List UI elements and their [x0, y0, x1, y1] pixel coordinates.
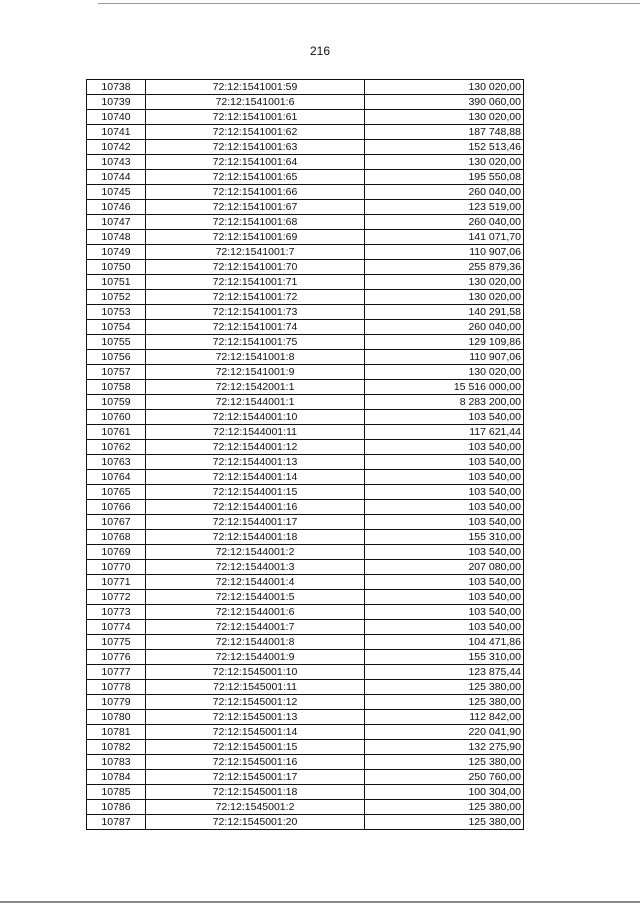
scan-top-edge	[98, 3, 640, 4]
cadastral-value-cell: 125 380,00	[365, 800, 524, 815]
cadastral-value-cell: 125 380,00	[365, 680, 524, 695]
row-number-cell: 10784	[87, 770, 146, 785]
table-row	[87, 275, 524, 290]
cadastral-number-cell: 72:12:1541001:66	[146, 185, 365, 200]
cadastral-number-cell: 72:12:1544001:10	[146, 410, 365, 425]
table-row	[87, 695, 524, 710]
cadastral-number-cell: 72:12:1544001:18	[146, 530, 365, 545]
table-row	[87, 635, 524, 650]
row-number-cell: 10747	[87, 215, 146, 230]
cadastral-value-cell: 207 080,00	[365, 560, 524, 575]
row-number-cell: 10764	[87, 470, 146, 485]
cadastral-number-cell: 72:12:1541001:9	[146, 365, 365, 380]
cadastral-number-cell: 72:12:1544001:1	[146, 395, 365, 410]
row-number-cell: 10743	[87, 155, 146, 170]
table-row	[87, 530, 524, 545]
cadastral-value-cell: 155 310,00	[365, 530, 524, 545]
cadastral-value-cell: 125 380,00	[365, 815, 524, 830]
row-number-cell: 10750	[87, 260, 146, 275]
cadastral-number-cell: 72:12:1544001:16	[146, 500, 365, 515]
cadastral-number-cell: 72:12:1541001:7	[146, 245, 365, 260]
table-row	[87, 515, 524, 530]
cadastral-number-cell: 72:12:1541001:63	[146, 140, 365, 155]
cadastral-number-cell: 72:12:1545001:16	[146, 755, 365, 770]
table-row	[87, 650, 524, 665]
row-number-cell: 10751	[87, 275, 146, 290]
table-row	[87, 545, 524, 560]
row-number-cell: 10769	[87, 545, 146, 560]
table-row	[87, 290, 524, 305]
table-row	[87, 410, 524, 425]
table-row	[87, 305, 524, 320]
cadastral-number-cell: 72:12:1544001:3	[146, 560, 365, 575]
table-row	[87, 395, 524, 410]
cadastral-value-cell: 100 304,00	[365, 785, 524, 800]
row-number-cell: 10759	[87, 395, 146, 410]
table-row	[87, 200, 524, 215]
row-number-cell: 10739	[87, 95, 146, 110]
row-number-cell: 10760	[87, 410, 146, 425]
row-number-cell: 10775	[87, 635, 146, 650]
cadastral-value-cell: 103 540,00	[365, 590, 524, 605]
table-row	[87, 440, 524, 455]
row-number-cell: 10781	[87, 725, 146, 740]
table-row	[87, 380, 524, 395]
cadastral-value-cell: 129 109,86	[365, 335, 524, 350]
cadastral-number-cell: 72:12:1541001:65	[146, 170, 365, 185]
row-number-cell: 10748	[87, 230, 146, 245]
table-row	[87, 365, 524, 380]
row-number-cell: 10744	[87, 170, 146, 185]
table-row	[87, 95, 524, 110]
cadastral-number-cell: 72:12:1541001:69	[146, 230, 365, 245]
table-row	[87, 155, 524, 170]
cadastral-value-cell: 260 040,00	[365, 185, 524, 200]
cadastral-value-cell: 104 471,86	[365, 635, 524, 650]
table-row	[87, 740, 524, 755]
row-number-cell: 10755	[87, 335, 146, 350]
table-row	[87, 560, 524, 575]
row-number-cell: 10749	[87, 245, 146, 260]
cadastral-number-cell: 72:12:1544001:4	[146, 575, 365, 590]
cadastral-value-cell: 103 540,00	[365, 575, 524, 590]
cadastral-value-cell: 123 519,00	[365, 200, 524, 215]
cadastral-number-cell: 72:12:1545001:17	[146, 770, 365, 785]
table-row	[87, 680, 524, 695]
cadastral-value-cell: 103 540,00	[365, 605, 524, 620]
cadastral-value-cell: 255 879,36	[365, 260, 524, 275]
table-row	[87, 575, 524, 590]
table-row	[87, 470, 524, 485]
row-number-cell: 10768	[87, 530, 146, 545]
cadastral-number-cell: 72:12:1545001:2	[146, 800, 365, 815]
cadastral-value-cell: 103 540,00	[365, 470, 524, 485]
cadastral-value-cell: 155 310,00	[365, 650, 524, 665]
cadastral-value-cell: 187 748,88	[365, 125, 524, 140]
cadastral-number-cell: 72:12:1544001:6	[146, 605, 365, 620]
row-number-cell: 10758	[87, 380, 146, 395]
table-row	[87, 500, 524, 515]
table-row	[87, 725, 524, 740]
cadastral-value-cell: 130 020,00	[365, 110, 524, 125]
cadastral-number-cell: 72:12:1544001:5	[146, 590, 365, 605]
row-number-cell: 10753	[87, 305, 146, 320]
page-number: 216	[309, 44, 331, 58]
cadastral-value-cell: 130 020,00	[365, 80, 524, 95]
row-number-cell: 10778	[87, 680, 146, 695]
cadastral-value-cell: 103 540,00	[365, 410, 524, 425]
cadastral-value-cell: 117 621,44	[365, 425, 524, 440]
cadastral-value-cell: 250 760,00	[365, 770, 524, 785]
table-row	[87, 320, 524, 335]
row-number-cell: 10766	[87, 500, 146, 515]
cadastral-number-cell: 72:12:1544001:7	[146, 620, 365, 635]
cadastral-value-cell: 152 513,46	[365, 140, 524, 155]
table-row	[87, 455, 524, 470]
row-number-cell: 10771	[87, 575, 146, 590]
table-row	[87, 620, 524, 635]
cadastral-number-cell: 72:12:1541001:67	[146, 200, 365, 215]
row-number-cell: 10785	[87, 785, 146, 800]
cadastral-number-cell: 72:12:1541001:8	[146, 350, 365, 365]
cadastral-number-cell: 72:12:1544001:17	[146, 515, 365, 530]
cadastral-number-cell: 72:12:1541001:59	[146, 80, 365, 95]
row-number-cell: 10763	[87, 455, 146, 470]
cadastral-value-cell: 110 907,06	[365, 245, 524, 260]
table-row	[87, 170, 524, 185]
cadastral-value-cell: 132 275,90	[365, 740, 524, 755]
row-number-cell: 10786	[87, 800, 146, 815]
cadastral-number-cell: 72:12:1545001:15	[146, 740, 365, 755]
cadastral-number-cell: 72:12:1544001:8	[146, 635, 365, 650]
table-row	[87, 605, 524, 620]
table-row	[87, 215, 524, 230]
row-number-cell: 10774	[87, 620, 146, 635]
table-row	[87, 110, 524, 125]
table-row	[87, 800, 524, 815]
row-number-cell: 10780	[87, 710, 146, 725]
table-row	[87, 710, 524, 725]
cadastral-value-cell: 195 550,08	[365, 170, 524, 185]
table-row	[87, 485, 524, 500]
cadastral-number-cell: 72:12:1545001:14	[146, 725, 365, 740]
cadastral-number-cell: 72:12:1542001:1	[146, 380, 365, 395]
cadastral-number-cell: 72:12:1541001:73	[146, 305, 365, 320]
cadastral-number-cell: 72:12:1541001:6	[146, 95, 365, 110]
row-number-cell: 10773	[87, 605, 146, 620]
row-number-cell: 10746	[87, 200, 146, 215]
cadastral-value-cell: 112 842,00	[365, 710, 524, 725]
cadastral-value-cell: 390 060,00	[365, 95, 524, 110]
row-number-cell: 10761	[87, 425, 146, 440]
table-row	[87, 140, 524, 155]
cadastral-number-cell: 72:12:1541001:61	[146, 110, 365, 125]
cadastral-number-cell: 72:12:1545001:20	[146, 815, 365, 830]
cadastral-value-cell: 103 540,00	[365, 620, 524, 635]
cadastral-number-cell: 72:12:1544001:12	[146, 440, 365, 455]
row-number-cell: 10757	[87, 365, 146, 380]
cadastral-value-cell: 130 020,00	[365, 290, 524, 305]
row-number-cell: 10762	[87, 440, 146, 455]
table-row	[87, 185, 524, 200]
cadastral-value-cell: 8 283 200,00	[365, 395, 524, 410]
cadastral-number-cell: 72:12:1545001:18	[146, 785, 365, 800]
table-row	[87, 125, 524, 140]
cadastral-value-cell: 103 540,00	[365, 500, 524, 515]
cadastral-value-cell: 123 875,44	[365, 665, 524, 680]
row-number-cell: 10741	[87, 125, 146, 140]
row-number-cell: 10787	[87, 815, 146, 830]
row-number-cell: 10777	[87, 665, 146, 680]
cadastral-number-cell: 72:12:1541001:75	[146, 335, 365, 350]
cadastral-number-cell: 72:12:1545001:13	[146, 710, 365, 725]
row-number-cell: 10776	[87, 650, 146, 665]
table-row	[87, 335, 524, 350]
cadastral-number-cell: 72:12:1541001:68	[146, 215, 365, 230]
cadastral-value-cell: 110 907,06	[365, 350, 524, 365]
cadastral-value-cell: 103 540,00	[365, 515, 524, 530]
cadastral-number-cell: 72:12:1541001:74	[146, 320, 365, 335]
row-number-cell: 10782	[87, 740, 146, 755]
row-number-cell: 10754	[87, 320, 146, 335]
cadastral-value-cell: 140 291,58	[365, 305, 524, 320]
cadastral-value-cell: 130 020,00	[365, 275, 524, 290]
row-number-cell: 10770	[87, 560, 146, 575]
cadastral-number-cell: 72:12:1544001:9	[146, 650, 365, 665]
cadastral-value-cell: 141 071,70	[365, 230, 524, 245]
row-number-cell: 10742	[87, 140, 146, 155]
table-row	[87, 770, 524, 785]
cadastral-value-cell: 260 040,00	[365, 320, 524, 335]
cadastral-value-cell: 15 516 000,00	[365, 380, 524, 395]
row-number-cell: 10772	[87, 590, 146, 605]
table-row	[87, 80, 524, 95]
table-row	[87, 665, 524, 680]
cadastral-value-cell: 103 540,00	[365, 545, 524, 560]
cadastral-number-cell: 72:12:1544001:11	[146, 425, 365, 440]
cadastral-value-cell: 103 540,00	[365, 455, 524, 470]
cadastral-number-cell: 72:12:1544001:15	[146, 485, 365, 500]
cadastral-number-cell: 72:12:1545001:12	[146, 695, 365, 710]
table-row	[87, 350, 524, 365]
row-number-cell: 10765	[87, 485, 146, 500]
cadastral-number-cell: 72:12:1544001:13	[146, 455, 365, 470]
cadastral-number-cell: 72:12:1541001:72	[146, 290, 365, 305]
table-row	[87, 785, 524, 800]
cadastral-value-table	[86, 79, 524, 830]
cadastral-number-cell: 72:12:1544001:14	[146, 470, 365, 485]
row-number-cell: 10738	[87, 80, 146, 95]
cadastral-number-cell: 72:12:1541001:62	[146, 125, 365, 140]
cadastral-value-cell: 125 380,00	[365, 695, 524, 710]
cadastral-value-cell: 220 041,90	[365, 725, 524, 740]
table-row	[87, 755, 524, 770]
table-row	[87, 425, 524, 440]
cadastral-value-cell: 125 380,00	[365, 755, 524, 770]
cadastral-number-cell: 72:12:1541001:70	[146, 260, 365, 275]
row-number-cell: 10745	[87, 185, 146, 200]
row-number-cell: 10767	[87, 515, 146, 530]
cadastral-number-cell: 72:12:1545001:11	[146, 680, 365, 695]
row-number-cell: 10752	[87, 290, 146, 305]
cadastral-number-cell: 72:12:1545001:10	[146, 665, 365, 680]
row-number-cell: 10740	[87, 110, 146, 125]
cadastral-number-cell: 72:12:1541001:64	[146, 155, 365, 170]
table-body	[87, 80, 524, 830]
cadastral-value-cell: 260 040,00	[365, 215, 524, 230]
cadastral-value-cell: 103 540,00	[365, 485, 524, 500]
table-row	[87, 590, 524, 605]
scan-bottom-edge	[0, 901, 640, 903]
table-row	[87, 260, 524, 275]
cadastral-number-cell: 72:12:1544001:2	[146, 545, 365, 560]
table-row	[87, 230, 524, 245]
table-row	[87, 815, 524, 830]
cadastral-value-cell: 103 540,00	[365, 440, 524, 455]
cadastral-value-cell: 130 020,00	[365, 365, 524, 380]
cadastral-value-cell: 130 020,00	[365, 155, 524, 170]
row-number-cell: 10779	[87, 695, 146, 710]
row-number-cell: 10756	[87, 350, 146, 365]
cadastral-number-cell: 72:12:1541001:71	[146, 275, 365, 290]
table-row	[87, 245, 524, 260]
row-number-cell: 10783	[87, 755, 146, 770]
